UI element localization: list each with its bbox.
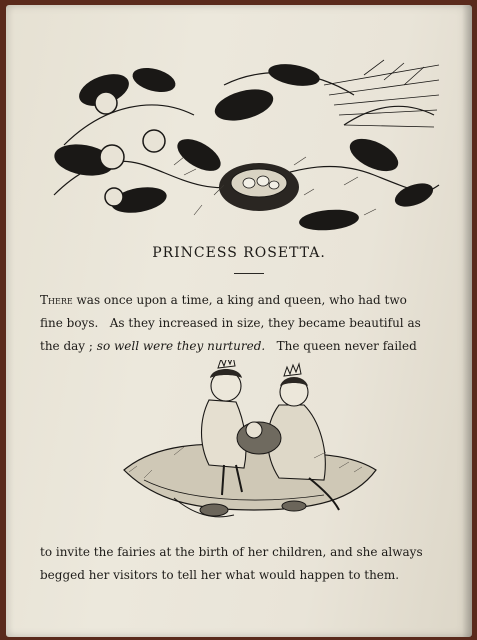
- para1-line1: [40, 293, 450, 307]
- para2-line1: [40, 545, 450, 559]
- para1-line2-text: fine boys. As they increased in size, they became beautiful as: [40, 316, 421, 330]
- para1-line3-start: the day ;: [40, 339, 93, 353]
- headpiece-engraving: [44, 45, 444, 237]
- para2-line2: [40, 568, 450, 582]
- children-illustration: [114, 360, 386, 538]
- para1-line1-rest: was once upon a time, a king and queen, who had two: [76, 293, 407, 307]
- para1-line2: [40, 316, 450, 330]
- book-page: [6, 5, 472, 637]
- para1-line3-end: The queen never failed: [276, 339, 417, 353]
- title-rule: [234, 273, 264, 274]
- para1-line3: [40, 339, 450, 353]
- para2-line1-text: to invite the fairies at the birth of her children, and she always: [40, 545, 423, 559]
- opening-word: There: [40, 293, 73, 307]
- para2-line2-text: begged her visitors to tell her what would happen to them.: [40, 568, 400, 582]
- page-edge-shadow: [462, 5, 472, 637]
- para1-line3-italic: so well were they nurtured.: [96, 339, 266, 353]
- chapter-title: PRINCESS ROSETTA.: [152, 245, 326, 261]
